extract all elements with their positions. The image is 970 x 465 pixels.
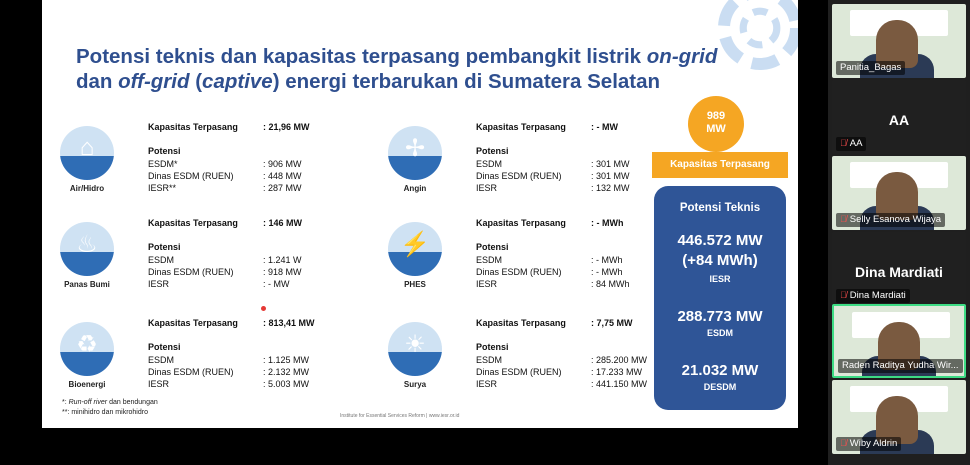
participant-tile[interactable] xyxy=(832,80,966,154)
energy-type-label: Angin xyxy=(403,184,427,193)
geothermal-icon: ♨ xyxy=(60,222,114,276)
participant-tile[interactable] xyxy=(832,4,966,78)
installed-capacity: Kapasitas Terpasang : 21,96 MW xyxy=(148,122,310,132)
potential-row: ESDM : 1.125 MW xyxy=(148,355,310,365)
participant-name: Panitia_Bagas xyxy=(836,61,905,75)
potential-row: Dinas ESDM (RUEN) : 918 MW xyxy=(148,267,302,277)
participant-name: 🎙̸ Selly Esanova Wijaya xyxy=(836,213,945,227)
energy-block xyxy=(60,122,360,218)
installed-capacity: Kapasitas Terpasang : - MW xyxy=(476,122,618,132)
mic-muted-icon: 🎙̸ xyxy=(840,290,847,300)
wind-turbine-icon: ✢ xyxy=(388,126,442,180)
laser-pointer xyxy=(261,306,266,311)
installed-capacity: Kapasitas Terpasang : 813,41 MW xyxy=(148,318,315,328)
participant-name: 🎙̸ Dina Mardiati xyxy=(836,289,910,303)
potential-row: IESR : - MW xyxy=(148,279,290,289)
potential-row: ESDM : 301 MW xyxy=(476,159,630,169)
participant-tile[interactable] xyxy=(832,304,966,378)
potential-row: ESDM : - MWh xyxy=(476,255,623,265)
potential-heading: Potensi xyxy=(476,146,509,156)
footnotes: *: Run-off river dan bendungan **: minihidro dan mikrohidro xyxy=(62,399,158,416)
energy-block xyxy=(60,218,360,314)
desdm-label: DESDM xyxy=(703,382,737,392)
potential-heading: Potensi xyxy=(476,242,509,252)
potential-row: IESR : 5.003 MW xyxy=(148,379,310,389)
energy-block xyxy=(388,122,688,218)
potential-row: IESR : 441.150 MW xyxy=(476,379,648,389)
participant-name: 🎙̸ AA xyxy=(836,137,866,151)
energy-block xyxy=(388,218,688,314)
mic-muted-icon: 🎙̸ xyxy=(840,214,847,224)
esdm-label: ESDM xyxy=(706,328,733,338)
dam-icon: ⌂ xyxy=(60,126,114,180)
energy-type-label: Surya xyxy=(403,380,427,389)
iesr-potential-extra: (+84 MWh) xyxy=(682,252,758,269)
pumped-hydro-icon: ⚡ xyxy=(388,222,442,276)
potential-row: Dinas ESDM (RUEN) : 2.132 MW xyxy=(148,367,310,377)
participant-name: Raden Raditya Yudha Wir... xyxy=(838,359,963,373)
potential-row: IESR : 84 MWh xyxy=(476,279,630,289)
potential-row: Dinas ESDM (RUEN) : 448 MW xyxy=(148,171,302,181)
potential-row: IESR** : 287 MW xyxy=(148,183,302,193)
installed-capacity: Kapasitas Terpasang : 7,75 MW xyxy=(476,318,633,328)
potential-row: ESDM : 285.200 MW xyxy=(476,355,648,365)
potential-heading: Potensi xyxy=(476,342,509,352)
solar-panel-icon: ☀ xyxy=(388,322,442,376)
energy-type-label: Panas Bumi xyxy=(64,280,110,289)
esdm-potential-value: 288.773 MW xyxy=(677,308,763,325)
energy-type-label: Air/Hidro xyxy=(69,184,105,193)
mic-muted-icon: 🎙̸ xyxy=(840,138,847,148)
presentation-slide xyxy=(42,0,798,428)
mic-muted-icon: 🎙̸ xyxy=(840,438,847,448)
technical-potential-panel xyxy=(654,186,786,410)
slide-footer: Institute for Essential Services Reform | www.iesr.or.id xyxy=(340,413,460,419)
potential-row: Dinas ESDM (RUEN) : - MWh xyxy=(476,267,623,277)
slide-title: Potensi teknis dan kapasitas terpasang pembangkit listrik on-grid dan off-grid (captive) energi terbarukan di Sumatera Selatan xyxy=(76,45,718,93)
installed-capacity-label: Kapasitas Terpasang xyxy=(652,152,788,178)
iesr-potential-value: 446.572 MW xyxy=(677,232,763,249)
iesr-label: IESR xyxy=(709,274,731,284)
total-capacity-badge: 989 MW xyxy=(688,96,744,152)
potential-heading: Potensi xyxy=(148,342,181,352)
energy-type-label: PHES xyxy=(404,280,426,289)
potential-heading: Potensi xyxy=(148,242,181,252)
participant-tile[interactable] xyxy=(832,380,966,454)
potential-row: Dinas ESDM (RUEN) : 301 MW xyxy=(476,171,630,181)
participant-name: 🎙̸ Wiby Aldrin xyxy=(836,437,901,451)
bottom-bar xyxy=(0,430,828,465)
participant-tile[interactable] xyxy=(832,156,966,230)
potential-row: ESDM : 1.241 W xyxy=(148,255,302,265)
installed-capacity: Kapasitas Terpasang : 146 MW xyxy=(148,218,303,228)
participant-initials: Dina Mardiati xyxy=(855,264,943,280)
installed-capacity: Kapasitas Terpasang : - MWh xyxy=(476,218,624,228)
potential-row: ESDM* : 906 MW xyxy=(148,159,302,169)
energy-block xyxy=(388,318,688,414)
potential-heading: Potensi xyxy=(148,146,181,156)
bioenergy-plant-icon: ♻ xyxy=(60,322,114,376)
potential-title: Potensi Teknis xyxy=(679,202,761,214)
participants-panel xyxy=(828,0,970,465)
potential-row: IESR : 132 MW xyxy=(476,183,630,193)
participant-tile[interactable] xyxy=(832,232,966,306)
potential-row: Dinas ESDM (RUEN) : 17.233 MW xyxy=(476,367,643,377)
desdm-potential-value: 21.032 MW xyxy=(681,362,759,379)
energy-type-label: Bioenergi xyxy=(68,380,106,389)
participant-initials: AA xyxy=(888,112,910,128)
